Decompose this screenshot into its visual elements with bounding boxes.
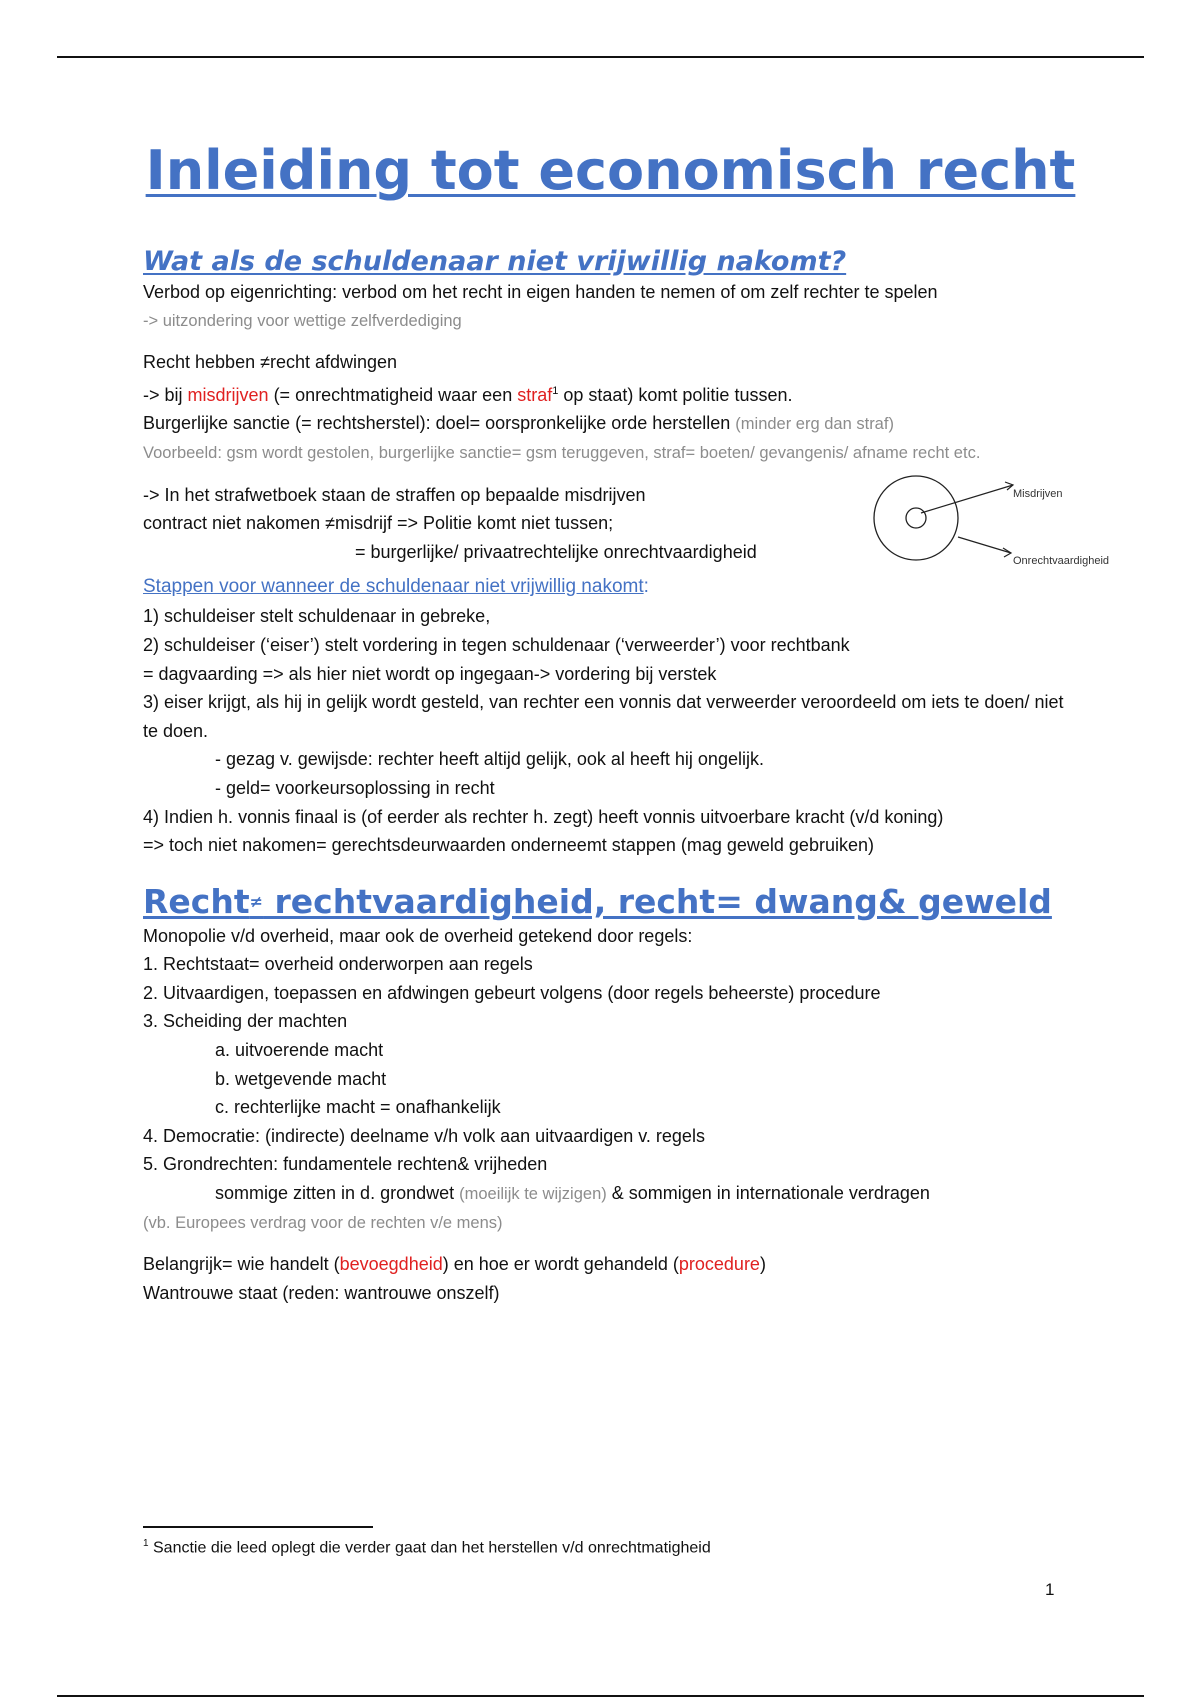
text-line: -> In het strafwetboek staan de straffen op bepaalde misdrijven [143, 484, 646, 505]
step-subitem: - gezag v. gewijsde: rechter heeft altijd gelijk, ook al heeft hij ongelijk. [215, 749, 764, 770]
text-line: contract niet nakomen ≠misdrijf => Politie komt niet tussen; [143, 513, 614, 534]
section-heading-recht: Recht≠ rechtvaardigheid, recht= dwang& geweld [143, 881, 1052, 921]
step-item: 3) eiser krijgt, als hij in gelijk wordt gesteld, van rechter een vonnis dat verweerder veroordeeld om iets te doen/ niet te doen. [143, 692, 1064, 741]
list-subitem: sommige zitten in d. grondwet (moeilijk te wijzigen) & sommigen in internationale verdragen [215, 1183, 930, 1204]
page-number: 1 [1045, 1580, 1055, 1599]
page-body [143, 138, 1110, 1307]
text-line: = burgerlijke/ privaatrechtelijke onrechtvaardigheid [355, 541, 757, 562]
text-line-note: (vb. Europees verdrag voor de rechten v/e mens) [143, 1213, 503, 1232]
step-subitem: - geld= voorkeursoplossing in recht [215, 777, 495, 798]
term-straf: straf [517, 384, 553, 405]
step-item: => toch niet nakomen= gerechtsdeurwaarden onderneemt stappen (mag geweld gebruiken) [143, 835, 874, 856]
term-procedure: procedure [678, 1254, 760, 1275]
term-misdrijven: misdrijven [187, 384, 269, 405]
list-item: 5. Grondrechten: fundamentele rechten& vrijheden [143, 1154, 548, 1175]
list-item: 2. Uitvaardigen, toepassen en afdwingen gebeurt volgens (door regels beheerste) procedure [143, 982, 881, 1003]
document-title: Inleiding tot economisch recht [145, 139, 1076, 202]
label-misdrijven: Misdrijven [1013, 487, 1063, 500]
steps-heading: Stappen voor wanneer de schuldenaar niet vrijwillig nakomt: [143, 576, 649, 598]
list-item: 4. Democratie: (indirecte) deelname v/h volk aan uitvaardigen v. regels [143, 1125, 705, 1146]
inner-circle [906, 508, 926, 528]
text-line: Recht hebben ≠recht afdwingen [143, 352, 398, 373]
footnote: $^1$ Sanctie die leed oplegt die verder gaat dan het herstellen v/d onrechtmatigheid [143, 1538, 711, 1557]
section-heading-nakomen: Wat als de schuldenaar niet vrijwillig nakomt? [143, 246, 847, 277]
text-line: Burgerlijke sanctie (= rechtsherstel): doel= oorspronkelijke orde herstellen (minder erg dan straf) [143, 413, 894, 434]
step-item: 1) schuldeiser stelt schuldenaar in gebreke, [143, 606, 491, 627]
text-line-note: -> uitzondering voor wettige zelfverdediging [143, 311, 462, 330]
footer-rule [57, 1695, 1144, 1697]
arrow-misdrijven [921, 485, 1013, 513]
text-line: Verbod op eigenrichting: verbod om het recht in eigen handen te nemen of om zelf rechter te spelen [143, 282, 938, 302]
list-subitem: a. uitvoerende macht [215, 1040, 384, 1061]
list-item: 3. Scheiding der machten [143, 1011, 348, 1032]
step-item: 2) schuldeiser (‘eiser’) stelt vordering in tegen schuldenaar (‘verweerder’) voor rechtbank [143, 634, 850, 655]
example-text: Voorbeeld: gsm wordt gestolen, burgerlijke sanctie= gsm teruggeven, straf= boeten/ gevangenis/ afname recht etc. [143, 443, 981, 462]
arrow-onrechtvaardigheid [958, 537, 1011, 553]
text-line: Wantrouwe staat (reden: wantrouwe onszelf) [143, 1282, 500, 1303]
header-rule [57, 56, 1144, 58]
text-line: Monopolie v/d overheid, maar ook de overheid getekend door regels: [143, 925, 693, 946]
text-line: -> bij misdrijven (= onrechtmatigheid waar een straf$^1$ op staat) komt politie tussen. [143, 384, 793, 405]
text-line: Belangrijk= wie handelt (bevoegdheid) en hoe er wordt gehandeld (procedure) [143, 1254, 766, 1275]
step-item: 4) Indien h. vonnis finaal is (of eerder als rechter h. zegt) heeft vonnis uitvoerbare kracht (v/d koning) [143, 806, 944, 827]
list-subitem: c. rechterlijke macht = onafhankelijk [215, 1097, 501, 1118]
list-item: 1. Rechtstaat= overheid onderworpen aan regels [143, 954, 533, 975]
footnote-rule [143, 1526, 373, 1528]
diagram-row [143, 481, 1110, 567]
term-bevoegdheid: bevoegdheid [339, 1254, 443, 1275]
circle-diagram [873, 471, 1123, 581]
footnote-ref: 1 [552, 384, 559, 397]
outer-circle [874, 476, 958, 560]
list-subitem: b. wetgevende macht [215, 1068, 387, 1089]
label-onrechtvaardigheid: Onrechtvaardigheid [1013, 554, 1110, 567]
step-item: = dagvaarding => als hier niet wordt op ingegaan-> vordering bij verstek [143, 663, 717, 684]
